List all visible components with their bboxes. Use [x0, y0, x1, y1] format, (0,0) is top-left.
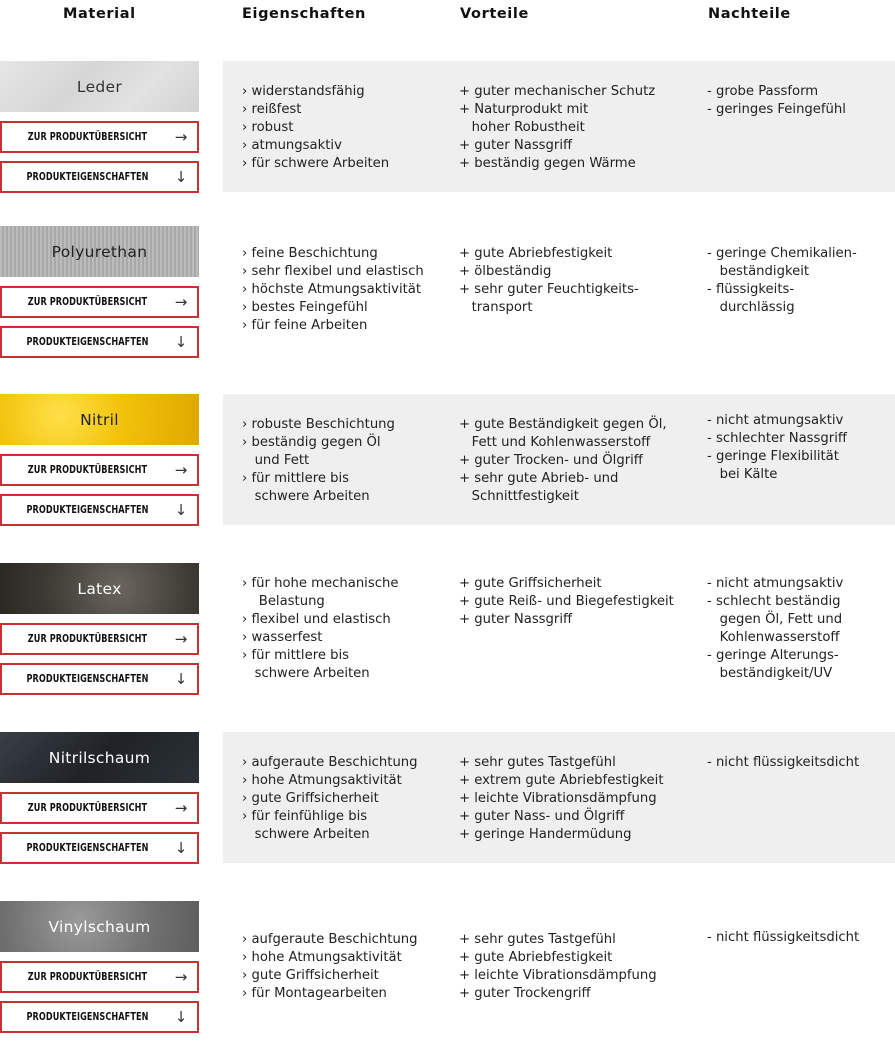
list-item: › sehr flexibel und elastisch [242, 264, 424, 279]
arrow-down-icon: ↓ [174, 670, 188, 688]
list-item: Schnittfestigkeit [459, 489, 579, 504]
list-item: - schlechter Nassgriff [707, 431, 847, 446]
list-item: › robust [242, 120, 294, 135]
list-item: beständigkeit/UV [707, 666, 833, 681]
material-name: Nitril [80, 410, 119, 429]
product-overview-button[interactable] [0, 121, 199, 153]
eigenschaften-list [242, 931, 418, 1003]
header-vorteile: Vorteile [460, 6, 529, 22]
list-item: Kohlenwasserstoff [707, 630, 840, 645]
vorteile-list [459, 931, 657, 1003]
list-item: + sehr gute Abrieb- und [459, 471, 619, 486]
button-label: PRODUKTEIGENSCHAFTEN [26, 673, 149, 685]
list-item: › reißfest [242, 102, 302, 117]
list-item: + guter Nass- und Ölgriff [459, 809, 625, 824]
nachteile-list [707, 575, 843, 683]
material-swatch [0, 61, 199, 112]
arrow-down-icon: ↓ [174, 501, 188, 519]
eigenschaften-list [242, 416, 395, 506]
list-item: › gute Griffsicherheit [242, 791, 379, 806]
material-swatch [0, 394, 199, 445]
list-item: - nicht flüssigkeitsdicht [707, 755, 860, 770]
list-item: › atmungsaktiv [242, 138, 342, 153]
product-properties-button[interactable] [0, 326, 199, 358]
arrow-right-icon: → [174, 461, 188, 479]
list-item: + gute Beständigkeit gegen Öl, [459, 417, 667, 432]
header-eigenschaften: Eigenschaften [242, 6, 366, 22]
list-item: › für Montagearbeiten [242, 986, 387, 1001]
eigenschaften-list [242, 245, 424, 335]
vorteile-list [459, 83, 655, 173]
material-name: Nitrilschaum [48, 748, 151, 767]
material-name: Polyurethan [51, 242, 148, 261]
list-item: + guter Nassgriff [459, 138, 573, 153]
list-item: - geringe Alterungs- [707, 648, 839, 663]
vorteile-list [459, 754, 664, 844]
list-item: › hohe Atmungsaktivität [242, 773, 402, 788]
list-item: - schlecht beständig [707, 594, 841, 609]
list-item: - nicht flüssigkeitsdicht [707, 930, 860, 945]
list-item: + Naturprodukt mit [459, 102, 589, 117]
list-item: › feine Beschichtung [242, 246, 378, 261]
list-item: › für feine Arbeiten [242, 318, 368, 333]
list-item: hoher Robustheit [459, 120, 585, 135]
list-item: Belastung [242, 594, 325, 609]
header-material: Material [63, 6, 136, 22]
eigenschaften-list [242, 83, 389, 173]
list-item: schwere Arbeiten [242, 827, 370, 842]
material-name: Leder [76, 77, 123, 96]
list-item: › für schwere Arbeiten [242, 156, 390, 171]
list-item: › für hohe mechanische [242, 576, 399, 591]
nachteile-list [707, 412, 847, 484]
product-overview-button[interactable] [0, 623, 199, 655]
list-item: › bestes Feingefühl [242, 300, 368, 315]
list-item: + gute Abriebfestigkeit [459, 950, 613, 965]
button-label: ZUR PRODUKTÜBERSICHT [27, 802, 148, 814]
material-swatch [0, 732, 199, 783]
button-label: ZUR PRODUKTÜBERSICHT [27, 131, 148, 143]
button-label: ZUR PRODUKTÜBERSICHT [27, 633, 148, 645]
material-name: Vinylschaum [48, 917, 151, 936]
arrow-right-icon: → [174, 128, 188, 146]
product-properties-button[interactable] [0, 1001, 199, 1033]
list-item: › aufgeraute Beschichtung [242, 755, 418, 770]
arrow-right-icon: → [174, 293, 188, 311]
nachteile-list [707, 245, 857, 317]
list-item: › für feinfühlige bis [242, 809, 368, 824]
list-item: transport [459, 300, 533, 315]
button-label: ZUR PRODUKTÜBERSICHT [27, 296, 148, 308]
button-label: PRODUKTEIGENSCHAFTEN [26, 1011, 149, 1023]
product-properties-button[interactable] [0, 663, 199, 695]
list-item: - nicht atmungsaktiv [707, 576, 844, 591]
list-item: › wasserfest [242, 630, 323, 645]
button-label: PRODUKTEIGENSCHAFTEN [26, 842, 149, 854]
button-label: ZUR PRODUKTÜBERSICHT [27, 971, 148, 983]
list-item: - flüssigkeits- [707, 282, 795, 297]
list-item: › beständig gegen Öl [242, 435, 381, 450]
list-item: - geringe Chemikalien- [707, 246, 857, 261]
list-item: + extrem gute Abriebfestigkeit [459, 773, 664, 788]
list-item: + leichte Vibrationsdämpfung [459, 968, 657, 983]
list-item: Fett und Kohlenwasserstoff [459, 435, 651, 450]
button-label: PRODUKTEIGENSCHAFTEN [26, 336, 149, 348]
list-item: + leichte Vibrationsdämpfung [459, 791, 657, 806]
vorteile-list [459, 416, 667, 506]
material-swatch [0, 563, 199, 614]
list-item: schwere Arbeiten [242, 489, 370, 504]
list-item: und Fett [242, 453, 310, 468]
list-item: beständigkeit [707, 264, 810, 279]
list-item: › höchste Atmungsaktivität [242, 282, 422, 297]
list-item: + gute Reiß- und Biegefestigkeit [459, 594, 674, 609]
nachteile-list [707, 754, 859, 772]
list-item: + guter Nassgriff [459, 612, 573, 627]
list-item: + geringe Handermüdung [459, 827, 632, 842]
list-item: › flexibel und elastisch [242, 612, 391, 627]
list-item: durchlässig [707, 300, 795, 315]
product-overview-button[interactable] [0, 286, 199, 318]
button-label: PRODUKTEIGENSCHAFTEN [26, 171, 149, 183]
list-item: schwere Arbeiten [242, 666, 370, 681]
arrow-right-icon: → [174, 799, 188, 817]
list-item: - geringes Feingefühl [707, 102, 846, 117]
list-item: + gute Griffsicherheit [459, 576, 602, 591]
nachteile-list [707, 83, 846, 119]
list-item: + sehr gutes Tastgefühl [459, 932, 616, 947]
product-properties-button[interactable] [0, 161, 199, 193]
arrow-down-icon: ↓ [174, 168, 188, 186]
header-nachteile: Nachteile [708, 6, 791, 22]
material-swatch [0, 226, 199, 277]
list-item: › widerstandsfähig [242, 84, 365, 99]
arrow-down-icon: ↓ [174, 333, 188, 351]
list-item: › gute Griffsicherheit [242, 968, 379, 983]
eigenschaften-list [242, 575, 398, 683]
material-name: Latex [77, 579, 122, 598]
nachteile-list [707, 929, 859, 947]
arrow-right-icon: → [174, 968, 188, 986]
vorteile-list [459, 245, 639, 317]
button-label: ZUR PRODUKTÜBERSICHT [27, 464, 148, 476]
product-properties-button[interactable] [0, 494, 199, 526]
list-item: + gute Abriebfestigkeit [459, 246, 613, 261]
list-item: › robuste Beschichtung [242, 417, 395, 432]
list-item: gegen Öl, Fett und [707, 612, 843, 627]
list-item: + sehr guter Feuchtigkeits- [459, 282, 639, 297]
list-item: + ölbeständig [459, 264, 552, 279]
list-item: › aufgeraute Beschichtung [242, 932, 418, 947]
list-item: + guter mechanischer Schutz [459, 84, 656, 99]
list-item: - nicht atmungsaktiv [707, 413, 844, 428]
list-item: + beständig gegen Wärme [459, 156, 636, 171]
arrow-down-icon: ↓ [174, 839, 188, 857]
list-item: - grobe Passform [707, 84, 819, 99]
material-swatch [0, 901, 199, 952]
list-item: bei Kälte [707, 467, 778, 482]
list-item: - geringe Flexibilität [707, 449, 839, 464]
list-item: + guter Trockengriff [459, 986, 591, 1001]
list-item: + sehr gutes Tastgefühl [459, 755, 616, 770]
list-item: › für mittlere bis [242, 471, 350, 486]
eigenschaften-list [242, 754, 418, 844]
list-item: › hohe Atmungsaktivität [242, 950, 402, 965]
list-item: + guter Trocken- und Ölgriff [459, 453, 643, 468]
list-item: › für mittlere bis [242, 648, 350, 663]
vorteile-list [459, 575, 674, 629]
product-overview-button[interactable] [0, 792, 199, 824]
product-overview-button[interactable] [0, 454, 199, 486]
arrow-down-icon: ↓ [174, 1008, 188, 1026]
arrow-right-icon: → [174, 630, 188, 648]
button-label: PRODUKTEIGENSCHAFTEN [26, 504, 149, 516]
product-overview-button[interactable] [0, 961, 199, 993]
product-properties-button[interactable] [0, 832, 199, 864]
